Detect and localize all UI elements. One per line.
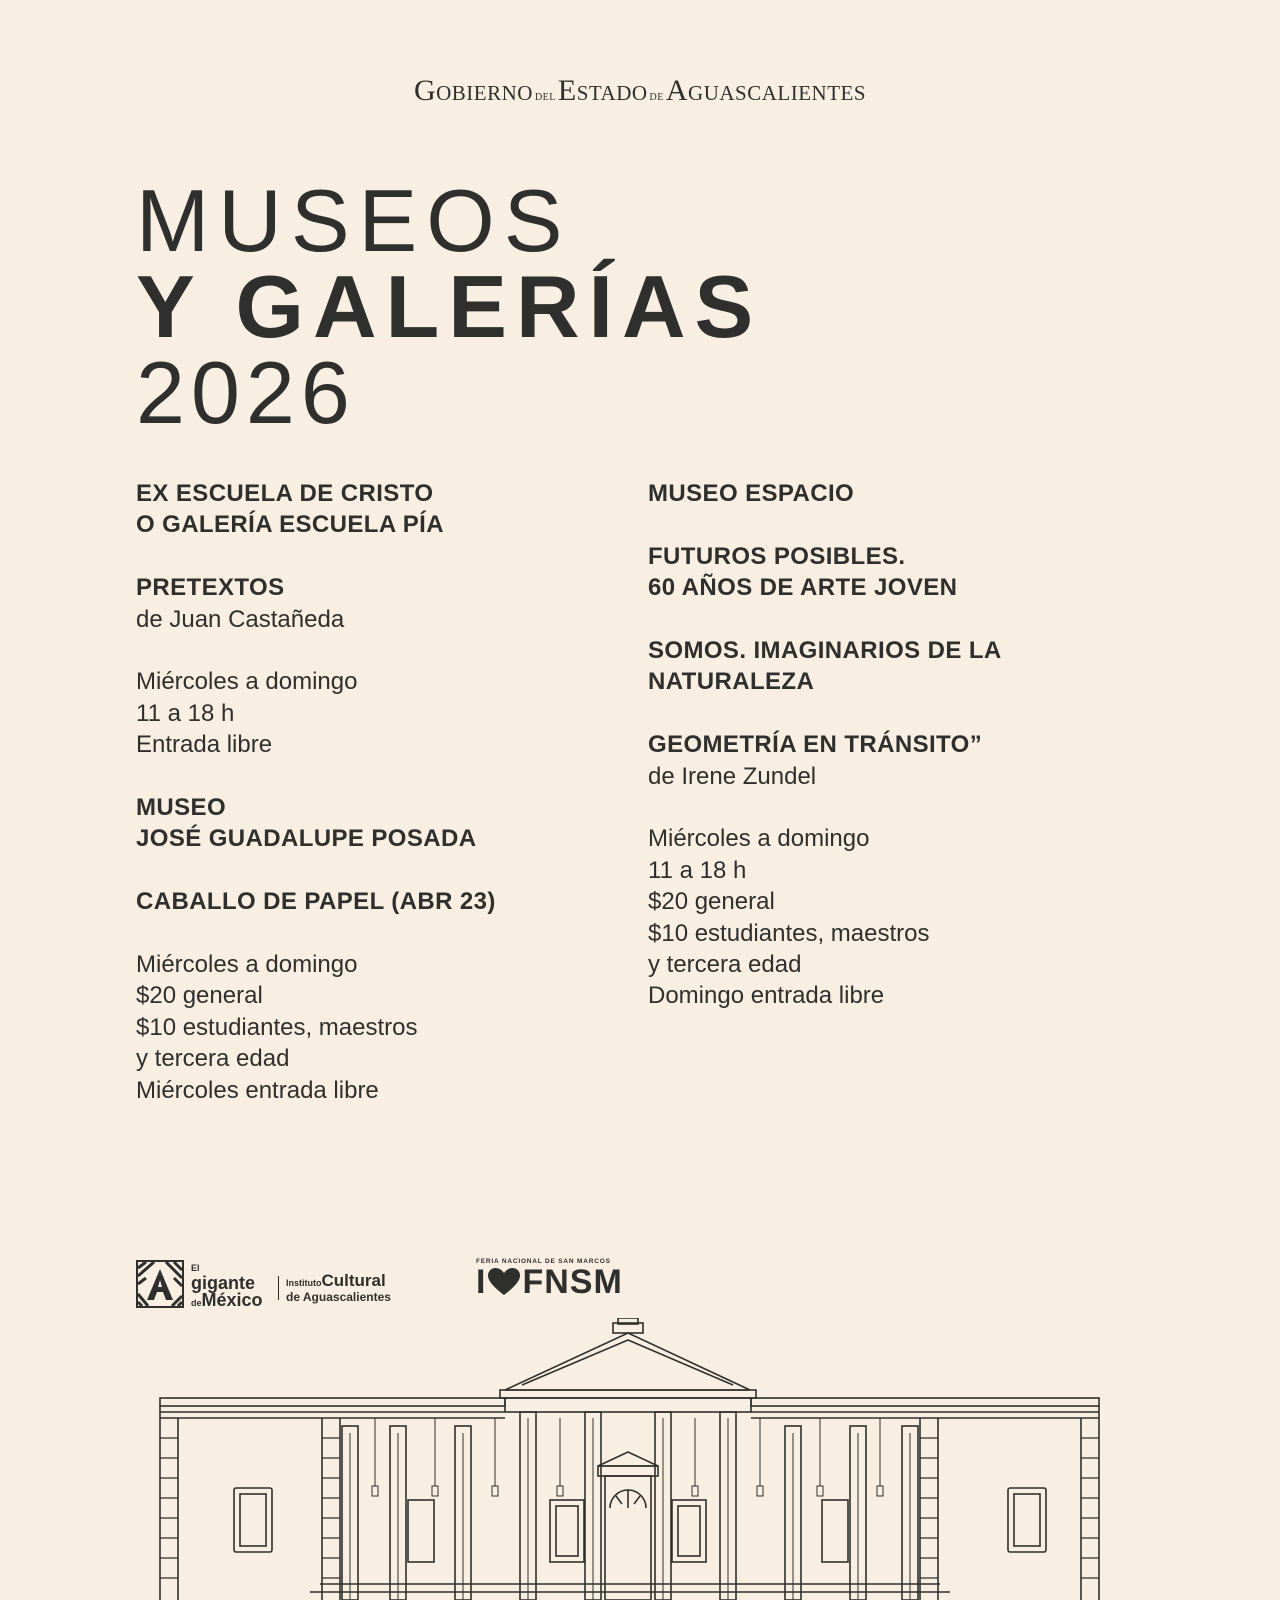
fnsm-name: FNSM — [522, 1263, 623, 1301]
exhibit-4-line-1: SOMOS. IMAGINARIOS DE LA — [648, 637, 1002, 664]
header-del: del — [534, 89, 556, 104]
title-line-3: 2026 — [136, 343, 356, 442]
exhibit-5-title: GEOMETRÍA EN TRÁNSITO” — [648, 731, 983, 759]
fnsm-feria: FERIA NACIONAL DE SAN MARCOS — [476, 1258, 611, 1265]
gigante-de: de — [191, 1298, 202, 1308]
exhibit-1-author: de Juan Castañeda — [136, 605, 345, 633]
schedule-3-line: $20 general — [648, 888, 775, 916]
government-header — [0, 74, 1280, 108]
header-de: de — [649, 89, 664, 104]
exhibit-3-line-1: FUTUROS POSIBLES. — [648, 542, 906, 570]
title-line-1: MUSEOS — [136, 171, 572, 270]
exhibit-3-line-2: 60 AÑOS DE ARTE JOVEN — [648, 574, 958, 602]
schedule-3-line: 11 a 18 h — [648, 856, 747, 884]
schedule-1-line: 11 a 18 h — [136, 699, 235, 727]
header-gobierno: Gobierno — [413, 74, 533, 107]
museum-building-illustration — [150, 1318, 1130, 1600]
schedule-3-line: Domingo entrada libre — [648, 982, 885, 1010]
venue-2-line-2: JOSÉ GUADALUPE POSADA — [136, 825, 477, 853]
title-line-2: Y GALERÍAS — [136, 257, 763, 356]
gigante-word: gigante — [191, 1273, 256, 1293]
instituto-cultural-logo — [286, 1271, 391, 1304]
sponsor-logos — [136, 1258, 656, 1310]
schedule-2-line: Miércoles a domingo — [136, 951, 358, 979]
schedule-3-line: $10 estudiantes, maestros — [648, 919, 930, 947]
logo-divider — [278, 1276, 279, 1300]
venue-1-line-1: EX ESCUELA DE CRISTO — [136, 480, 434, 507]
venue-1-line-2: O GALERÍA ESCUELA PÍA — [136, 511, 444, 539]
schedule-3-line: Miércoles a domingo — [648, 825, 870, 853]
exhibit-1-title: PRETEXTOS — [136, 574, 285, 602]
gigante-mexico: México — [201, 1290, 263, 1310]
left-column — [136, 478, 596, 1106]
schedule-1-line: Entrada libre — [136, 731, 273, 759]
schedule-1-line: Miércoles a domingo — [136, 668, 358, 696]
icac-instituto: Instituto — [286, 1278, 322, 1288]
exhibit-5-author: de Irene Zundel — [648, 762, 817, 790]
header-aguascalientes: Aguascalientes — [665, 74, 867, 107]
heart-icon — [488, 1268, 520, 1296]
poster-title — [136, 171, 763, 442]
schedule-2-line: $20 general — [136, 982, 263, 1010]
venue-2-line-1: MUSEO — [136, 794, 227, 822]
schedule-2-line: $10 estudiantes, maestros — [136, 1013, 418, 1041]
exhibit-2-title: CABALLO DE PAPEL (ABR 23) — [136, 888, 496, 916]
fnsm-i: I — [476, 1263, 487, 1301]
venue-3: MUSEO ESPACIO — [648, 480, 855, 507]
right-column — [648, 478, 1118, 1012]
gigante-el: El — [191, 1263, 200, 1273]
icac-aguascalientes: de Aguascalientes — [286, 1290, 391, 1304]
schedule-2-line: y tercera edad — [136, 1045, 290, 1073]
fnsm-logo — [476, 1258, 656, 1299]
icac-cultural: Cultural — [321, 1271, 386, 1290]
exhibit-4-line-2: NATURALEZA — [648, 668, 815, 696]
schedule-2-line: Miércoles entrada libre — [136, 1076, 379, 1104]
gigante-a-logo-icon — [136, 1260, 184, 1308]
gigante-de-mexico-logo — [191, 1262, 263, 1312]
header-estado: Estado — [557, 74, 648, 107]
schedule-3-line: y tercera edad — [648, 951, 802, 979]
